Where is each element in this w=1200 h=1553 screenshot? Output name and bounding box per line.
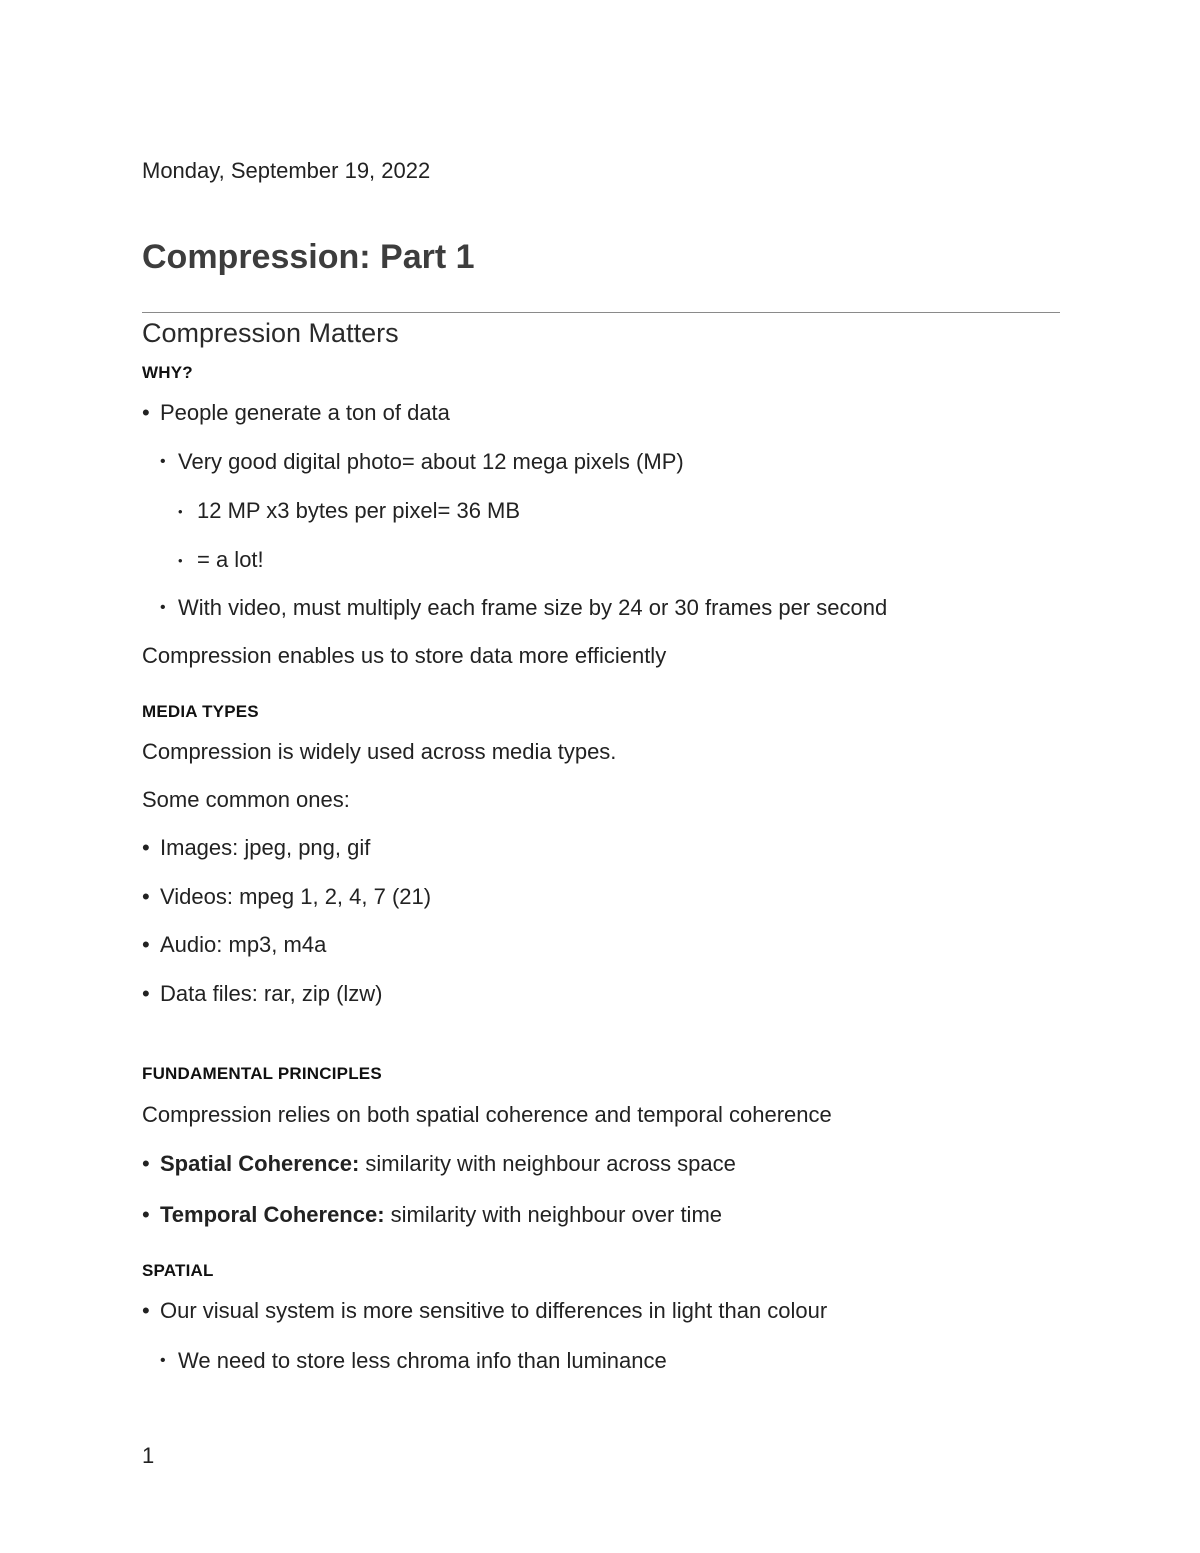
bullet-icon: • bbox=[142, 932, 150, 957]
list-item-text: With video, must multiply each frame size by 24 or 30 frames per second bbox=[178, 595, 888, 620]
list-item-text: Very good digital photo= about 12 mega pixels (MP) bbox=[178, 449, 684, 474]
list-item-text: People generate a ton of data bbox=[160, 400, 450, 425]
why-heading: WHY? bbox=[142, 363, 193, 382]
list-item-text: 12 MP x3 bytes per pixel= 36 MB bbox=[197, 498, 521, 523]
list-item-text: We need to store less chroma info than luminance bbox=[178, 1348, 667, 1373]
bullet-icon: • bbox=[142, 1202, 150, 1227]
list-item-text: = a lot! bbox=[197, 547, 264, 572]
bullet-icon: • bbox=[160, 453, 166, 470]
bullet-icon: • bbox=[142, 981, 150, 1006]
fundamental-heading: FUNDAMENTAL PRINCIPLES bbox=[142, 1064, 382, 1083]
list-item-text bbox=[160, 1202, 722, 1228]
list-item-text bbox=[160, 1151, 736, 1177]
page-title: Compression: Part 1 bbox=[142, 238, 475, 276]
bullet-icon: • bbox=[142, 884, 150, 909]
media-types-intro: Compression is widely used across media types. bbox=[142, 739, 617, 764]
section-heading: Compression Matters bbox=[142, 318, 399, 348]
list-item-text: Audio: mp3, m4a bbox=[160, 932, 327, 957]
bullet-icon: • bbox=[178, 504, 183, 519]
temporal-term: Temporal Coherence: bbox=[160, 1202, 385, 1227]
page-number: 1 bbox=[142, 1443, 155, 1468]
bullet-icon: • bbox=[142, 1298, 150, 1323]
title-divider bbox=[142, 312, 1060, 313]
media-types-heading: MEDIA TYPES bbox=[142, 702, 259, 721]
list-item-text: Videos: mpeg 1, 2, 4, 7 (21) bbox=[160, 884, 432, 909]
temporal-definition: similarity with neighbour over time bbox=[384, 1202, 723, 1227]
bullet-icon: • bbox=[142, 400, 150, 425]
fundamental-intro: Compression relies on both spatial coherence and temporal coherence bbox=[142, 1102, 832, 1127]
spatial-definition: similarity with neighbour across space bbox=[359, 1151, 736, 1176]
media-types-intro-2: Some common ones: bbox=[142, 787, 350, 812]
list-item-text: Our visual system is more sensitive to differences in light than colour bbox=[160, 1298, 828, 1323]
bullet-icon: • bbox=[160, 599, 166, 616]
list-item-text: Images: jpeg, png, gif bbox=[160, 835, 371, 860]
bullet-icon: • bbox=[160, 1352, 166, 1369]
bullet-icon: • bbox=[178, 553, 183, 568]
bullet-icon: • bbox=[142, 835, 150, 860]
list-item-text: Data files: rar, zip (lzw) bbox=[160, 981, 383, 1006]
spatial-heading: SPATIAL bbox=[142, 1261, 214, 1280]
note-date: Monday, September 19, 2022 bbox=[142, 158, 431, 183]
spatial-term: Spatial Coherence: bbox=[160, 1151, 360, 1176]
why-summary: Compression enables us to store data more efficiently bbox=[142, 643, 667, 668]
bullet-icon: • bbox=[142, 1151, 150, 1176]
